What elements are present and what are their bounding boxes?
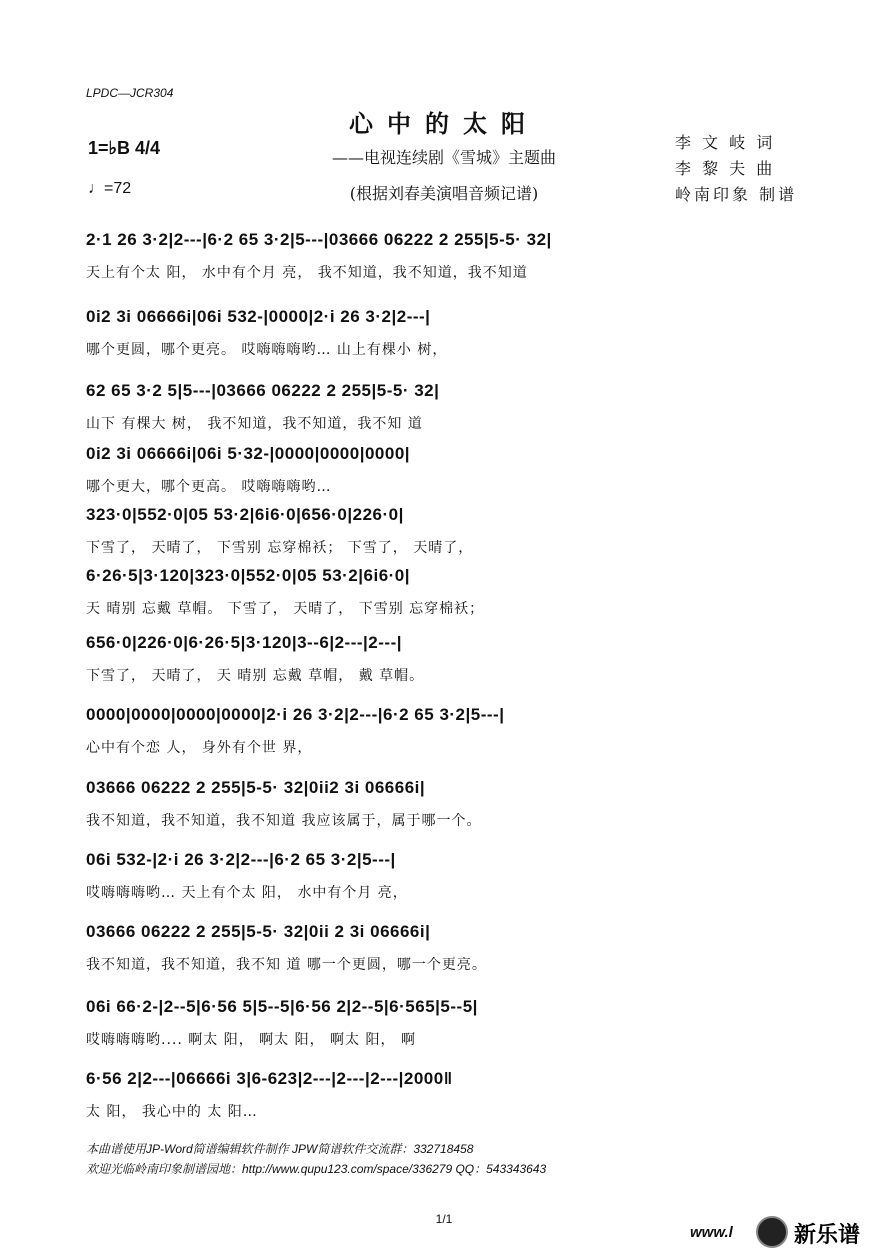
song-subtitle: ——电视连续剧《雪城》主题曲	[331, 148, 556, 167]
lyric-line: 心中有个恋 人， 身外有个世 界，	[86, 740, 313, 756]
lyric-line: 哪个更圆，哪个更亮。 哎嗨嗨嗨哟… 山上有棵小 树，	[86, 342, 448, 358]
lyricist-credit: 李 文 岐 词	[675, 133, 776, 152]
key-signature: 1=♭B 4/4	[88, 138, 161, 158]
lyric-line: 下雪了， 天晴了， 下雪别 忘穿棉袄； 下雪了， 天晴了，	[86, 540, 474, 556]
lyric-line: 天上有个太 阳， 水中有个月 亮， 我不知道，我不知道，我不知道	[86, 265, 528, 281]
notation-line: 06i 532-|2·i 26 3·2|2---|6·2 65 3·2|5---|	[86, 850, 396, 869]
lyric-line: 哪个更大，哪个更高。 哎嗨嗨嗨哟…	[86, 479, 332, 495]
lyric-line: 我不知道，我不知道，我不知 道 哪一个更圆，哪一个更亮。	[86, 957, 487, 973]
notation-line: 2·1 26 3·2|2---|6·2 65 3·2|5---|03666 06222 2 255|5-5· 32|	[86, 230, 552, 249]
lyric-line: 我不知道，我不知道，我不知道 我应该属于，属于哪一个。	[86, 813, 482, 829]
notation-line: 62 65 3·2 5|5---|03666 06222 2 255|5-5· 32|	[86, 381, 440, 400]
lyric-line: 下雪了， 天晴了， 天 晴别 忘戴 草帽， 戴 草帽。	[86, 668, 425, 684]
page-number: 1/1	[435, 1212, 453, 1226]
arranger-credit: 岭南印象 制谱	[675, 185, 798, 204]
song-title: 心中的太阳	[349, 109, 539, 138]
site-logo[interactable]: 新乐谱	[794, 1222, 861, 1248]
notation-line: 0000|0000|0000|0000|2·i 26 3·2|2---|6·2 65 3·2|5---|	[86, 705, 505, 724]
score-code: LPDC—JCR304	[86, 86, 174, 100]
footer-line-2: 欢迎光临岭南印象制谱园地：http://www.qupu123.com/space/336279 QQ：543343643	[86, 1162, 547, 1176]
lyric-line: 哎嗨嗨嗨哟.... 啊太 阳， 啊太 阳， 啊太 阳， 啊	[86, 1032, 416, 1048]
tempo-marking: ♩=72	[88, 180, 132, 197]
lyric-line: 山下 有棵大 树， 我不知道，我不知道，我不知 道	[86, 416, 423, 432]
notation-line: 06i 66·2-|2--5|6·56 5|5--5|6·56 2|2--5|6·565|5--5|	[86, 997, 478, 1016]
lyric-line: 哎嗨嗨嗨哟… 天上有个太 阳， 水中有个月 亮，	[86, 885, 408, 901]
lyric-line: 太 阳， 我心中的 太 阳…	[86, 1104, 258, 1120]
notation-line: 656·0|226·0|6·26·5|3·120|3--6|2---|2---|	[86, 633, 402, 652]
notation-line: 323·0|552·0|05 53·2|6i6·0|656·0|226·0|	[86, 505, 404, 524]
notation-line: 6·56 2|2---|06666i 3|6-623|2---|2---|2---|2000‖	[86, 1069, 453, 1088]
notation-line: 6·26·5|3·120|323·0|552·0|05 53·2|6i6·0|	[86, 566, 411, 585]
notation-line: 03666 06222 2 255|5-5· 32|0ii2 3i 06666i|	[86, 778, 426, 797]
footer-line-1: 本曲谱使用JP-Word简谱编辑软件制作 JPW简谱软件交流群：332718458	[86, 1142, 474, 1156]
transcription-note: (根据刘春美演唱音频记谱)	[349, 184, 539, 203]
notation-line: 0i2 3i 06666i|06i 5·32-|0000|0000|0000|	[86, 444, 411, 463]
notation-line: 03666 06222 2 255|5-5· 32|0ii 2 3i 06666i|	[86, 922, 431, 941]
site-url[interactable]: www.l	[690, 1224, 733, 1241]
composer-credit: 李 黎 夫 曲	[675, 159, 776, 178]
lyric-line: 天 晴别 忘戴 草帽。 下雪了， 天晴了， 下雪别 忘穿棉袄；	[86, 601, 485, 617]
notation-line: 0i2 3i 06666i|06i 532-|0000|2·i 26 3·2|2---|	[86, 307, 431, 326]
record-disc-icon	[756, 1216, 788, 1248]
